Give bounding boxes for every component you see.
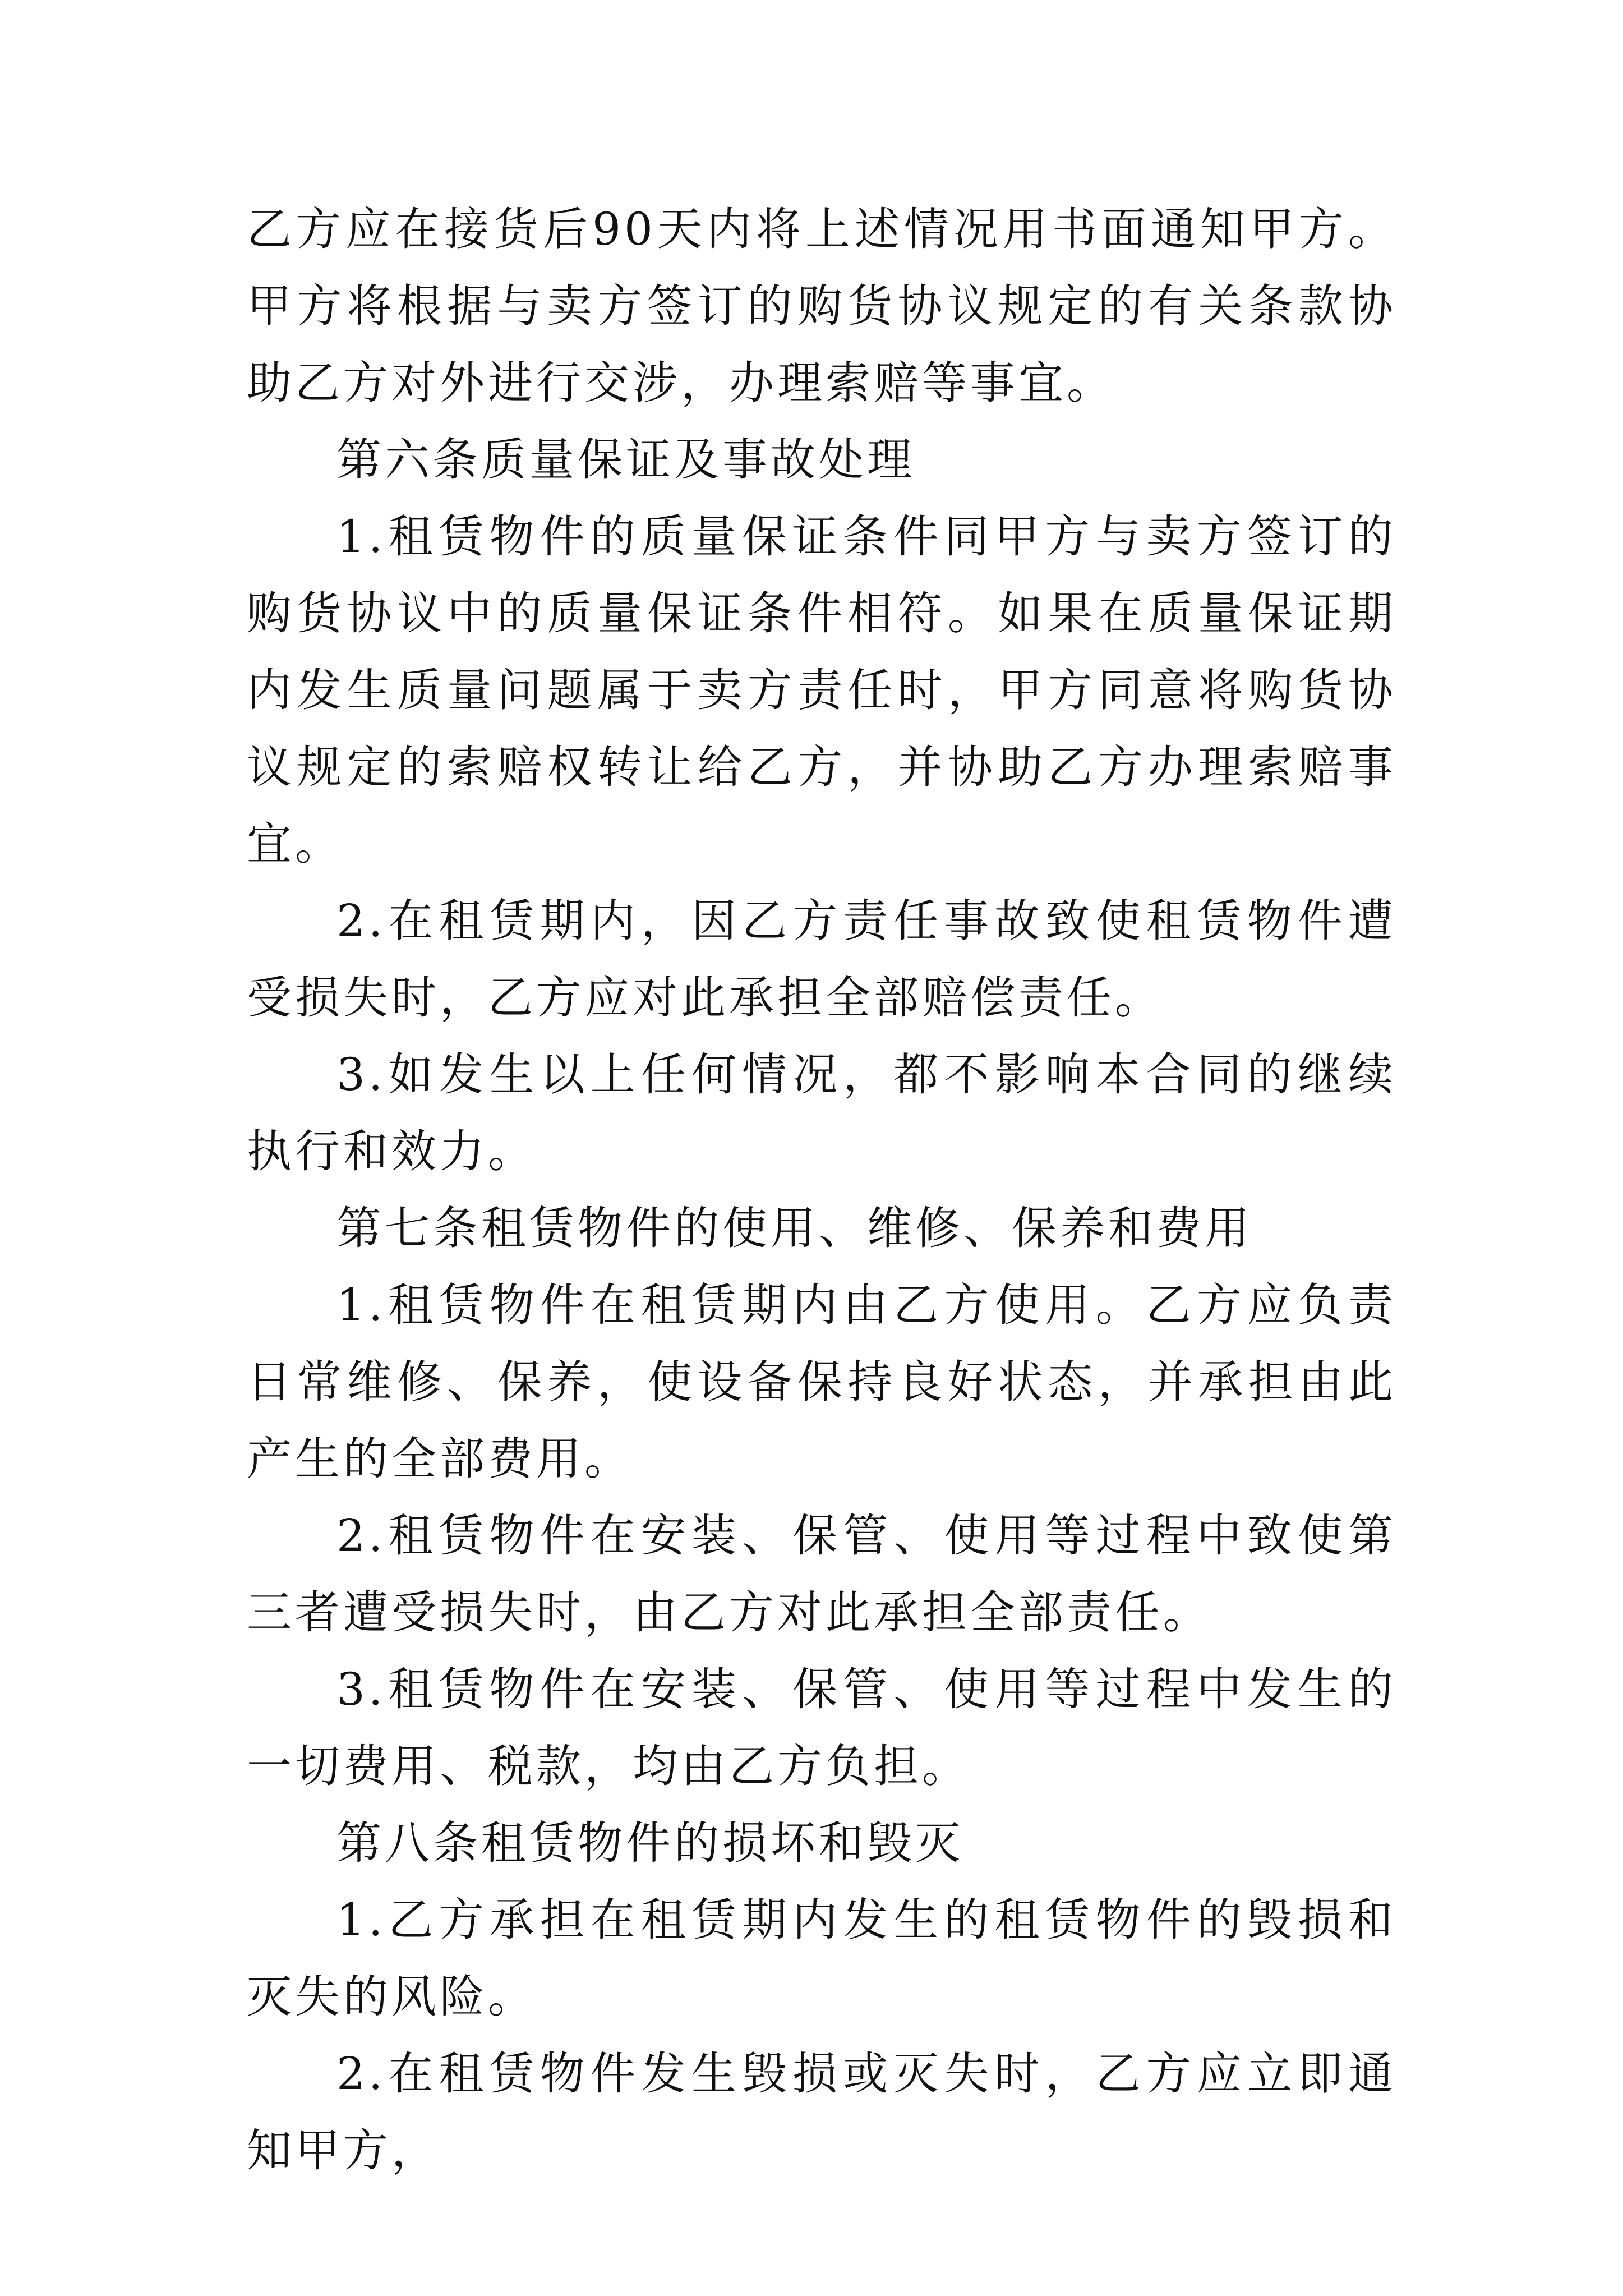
clause-8-2: 2.在租赁物件发生毁损或灭失时，乙方应立即通知甲方，: [247, 2047, 1396, 2177]
clause-7-1: 1.租赁物件在租赁期内由乙方使用。乙方应负责日常维修、保养，使设备保持良好状态，并承担由此产生的全部费用。: [247, 1279, 1396, 1485]
clause-6-1: 1.租赁物件的质量保证条件同甲方与卖方签订的购货协议中的质量保证条件相符。如果在质量保证期内发生质量问题属于卖方责任时，甲方同意将购货协议规定的索赔权转让给乙方，并协助乙方办理索赔事宜。: [247, 510, 1396, 870]
section-heading-article-6: 第六条质量保证及事故处理: [336, 434, 915, 486]
clause-7-2: 2.租赁物件在安装、保管、使用等过程中致使第三者遭受损失时，由乙方对此承担全部责任。: [247, 1510, 1396, 1639]
document-body: [247, 191, 1396, 2189]
clause-7-3: 3.租赁物件在安装、保管、使用等过程中发生的一切费用、税款，均由乙方负担。: [247, 1663, 1396, 1792]
section-heading-article-7: 第七条租赁物件的使用、维修、保养和费用: [336, 1202, 1253, 1254]
paragraph-continuation: 乙方应在接货后90天内将上述情况用书面通知甲方。甲方将根据与卖方签订的购货协议规定的有关条款协助乙方对外进行交涉，办理索赔等事宜。: [247, 203, 1396, 409]
section-heading-article-8: 第八条租赁物件的损坏和毁灭: [336, 1817, 963, 1869]
clause-6-2: 2.在租赁期内，因乙方责任事故致使租赁物件遭受损失时，乙方应对此承担全部赔偿责任。: [247, 895, 1396, 1024]
clause-6-3: 3.如发生以上任何情况，都不影响本合同的继续执行和效力。: [247, 1048, 1396, 1177]
clause-8-1: 1.乙方承担在租赁期内发生的租赁物件的毁损和灭失的风险。: [247, 1894, 1396, 2023]
